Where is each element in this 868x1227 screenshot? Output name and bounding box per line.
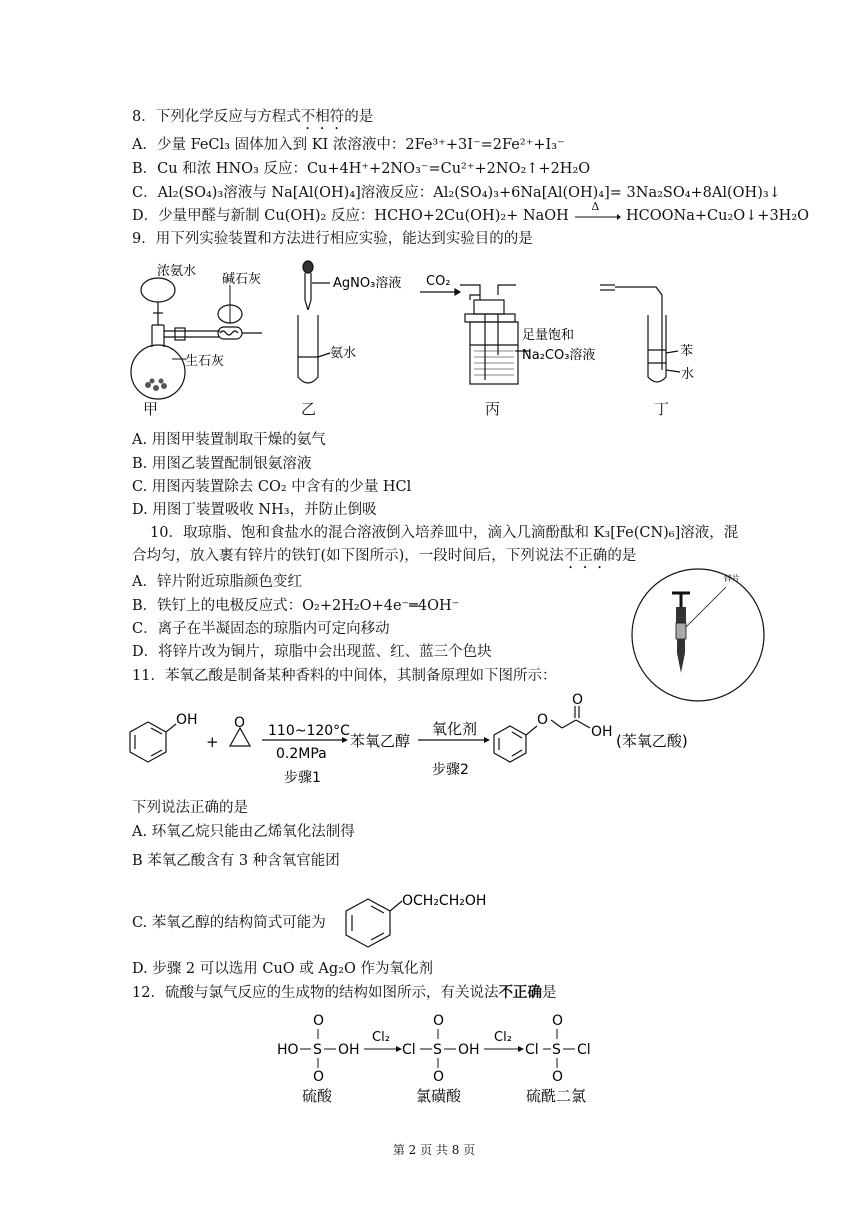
liquid-lines-bing [474, 351, 514, 375]
clso3h-s: S [433, 1042, 442, 1058]
carbonyl-oxygen: O [572, 692, 584, 708]
q11-reaction-scheme [0, 690, 868, 790]
q8-stem-a: 8．下列化学反应与方程式 [132, 109, 301, 125]
h2so4-ho: HO [277, 1042, 299, 1058]
ether-oxygen: O [537, 712, 549, 728]
condition-pressure: 0.2MPa [276, 746, 327, 762]
so2cl2-s: S [552, 1042, 561, 1058]
reagent-cl2-1: Cl₂ [372, 1030, 390, 1045]
q10-option-b: B．铁钉上的电极反应式：O₂+2H₂O+4e⁻═4OH⁻ [132, 598, 460, 614]
step1-label: 步骤1 [284, 770, 321, 786]
label-water: 水 [681, 367, 695, 382]
q8-option-a: A．少量 FeCl₃ 固体加入到 KI 浓溶液中：2Fe³⁺+3I⁻=2Fe²⁺+I₃⁻ [132, 137, 565, 153]
caption-jia: 甲 [143, 400, 159, 418]
plus-sign: + [206, 733, 219, 751]
q12-stem [132, 983, 556, 1003]
q8-option-c: C．Al₂(SO₄)₃溶液与 Na[Al(OH)₄]溶液反应：Al₂(SO₄)₃+6Na[Al(OH)₄]= 3Na₂SO₄+8Al(OH)₃↓ [132, 185, 781, 201]
q8-stem [132, 107, 373, 133]
q12-stem-emphasis: 不正确 [498, 984, 542, 1001]
quicklime-solid [145, 379, 167, 392]
q10-stem2-a: 合均匀，放入裹有锌片的铁钉(如下图所示)，一段时间后，下列说法 [132, 548, 564, 564]
q8-stem-emphasis: 不相符 [300, 109, 345, 125]
name-sulfuric-acid: 硫酸 [302, 1087, 333, 1105]
phenol-oh: OH [176, 712, 198, 728]
phenol [130, 722, 176, 762]
label-ammonia-water: 氨水 [330, 346, 357, 361]
q10-option-d: D．将锌片改为铜片，琼脂中会出现蓝、红、蓝三个色块 [132, 644, 492, 660]
q8-option-b: B．Cu 和浓 HNO₃ 反应：Cu+4H⁺+2NO₃⁻=Cu²⁺+2NO₂↑+2H₂O [132, 161, 591, 177]
clso3h-cl: Cl [402, 1042, 416, 1058]
so2cl2-cl-left: Cl [525, 1042, 539, 1058]
q9-option-c: C. 用图丙装置除去 CO₂ 中含有的少量 HCl [132, 479, 412, 495]
label-quicklime: 生石灰 [185, 354, 225, 369]
h2so4-s: S [313, 1042, 322, 1058]
intermediate-name: 苯氧乙醇 [350, 732, 411, 750]
q12-stem-a: 12．硫酸与氯气反应的生成物的结构如图所示，有关说法 [132, 985, 499, 1001]
so2cl2-o-top: O [552, 1013, 564, 1029]
product-name: (苯氧乙酸) [616, 732, 688, 750]
q8-option-d-right: HCOONa+Cu₂O↓+3H₂O [626, 208, 810, 224]
h2so4-o-top: O [313, 1013, 325, 1029]
q8-option-d [132, 200, 810, 226]
q10-option-a: A．锌片附近琼脂颜色变红 [132, 574, 302, 590]
q11-option-a: A. 环氧乙烷只能由乙烯氧化法制得 [132, 824, 355, 840]
clso3h-oh: OH [458, 1042, 480, 1058]
q9-option-a: A. 用图甲装置制取干燥的氨气 [132, 432, 326, 448]
q10-stem2-c: 的是 [607, 548, 637, 564]
q10-stem-line2 [132, 546, 636, 572]
label-sat-na2co3-1: 足量饱和 [522, 328, 575, 343]
apparatus-ding [600, 285, 680, 382]
q10-stem-emphasis: 不正确 [563, 548, 608, 564]
name-chlorosulfonic-acid: 氯磺酸 [416, 1087, 462, 1105]
apparatus-yi [298, 261, 330, 383]
q12-reaction-scheme [0, 1005, 868, 1115]
q9-stem: 9．用下列实验装置和方法进行相应实验，能达到实验目的的是 [132, 231, 533, 247]
label-sat-na2co3-2: Na₂CO₃溶液 [522, 348, 596, 363]
label-benzene: 苯 [680, 344, 694, 359]
q9-apparatus-figure [0, 255, 868, 435]
q10-petri-dish-figure [628, 565, 768, 705]
q11-which: 下列说法正确的是 [132, 800, 248, 816]
q12-stem-c: 是 [541, 985, 557, 1001]
q11-option-d: D. 步骤 2 可以选用 CuO 或 Ag₂O 作为氧化剂 [132, 961, 433, 977]
heat-symbol: Δ [591, 200, 600, 213]
so2cl2-cl-right: Cl [577, 1042, 591, 1058]
q11-option-b: B 苯氧乙酸含有 3 种含氧官能团 [132, 853, 340, 869]
label-agno3: AgNO₃溶液 [333, 276, 402, 291]
q8-reaction-arrow [573, 200, 621, 223]
phenoxyethanol-structure [338, 885, 538, 955]
q9-option-b: B. 用图乙装置配制银氨溶液 [132, 456, 312, 472]
epoxide-oxygen: O [234, 715, 246, 731]
caption-yi: 乙 [301, 400, 317, 418]
page-footer: 第 2 页 共 8 页 [392, 1143, 476, 1157]
step2-label: 步骤2 [432, 762, 469, 778]
label-co2: CO₂ [426, 274, 451, 289]
so2cl2-o-bottom: O [552, 1069, 564, 1085]
name-sulfuryl-chloride: 硫酰二氯 [526, 1087, 587, 1105]
label-conc-ammonia: 浓氨水 [157, 264, 197, 279]
caption-ding: 丁 [654, 400, 670, 418]
clso3h-o-bottom: O [433, 1069, 445, 1085]
oxidant-label: 氧化剂 [432, 720, 478, 738]
h2so4-o-bottom: O [313, 1069, 325, 1085]
caption-bing: 丙 [485, 400, 501, 418]
reagent-cl2-2: Cl₂ [494, 1030, 512, 1045]
q10-option-c: C．离子在半凝固态的琼脂内可定向移动 [132, 621, 390, 637]
q8-option-d-left: D．少量甲醛与新制 Cu(OH)₂ 反应：HCHO+2Cu(OH)₂+ NaOH [132, 208, 569, 224]
clso3h-o-top: O [433, 1013, 445, 1029]
label-soda-lime: 碱石灰 [222, 272, 262, 287]
q10-stem-line1: 10．取琼脂、饱和食盐水的混合溶液倒入培养皿中，滴入几滴酚酞和 K₃[Fe(CN)₆]溶液，混 [150, 525, 739, 541]
q8-stem-c: 的是 [344, 109, 374, 125]
acid-oh: OH [591, 724, 613, 740]
h2so4-oh: OH [338, 1042, 360, 1058]
label-zinc: 锌片 [724, 574, 740, 583]
q9-option-d: D. 用图丁装置吸收 NH₃，并防止倒吸 [132, 502, 377, 518]
q11-option-c: C. 苯氧乙醇的结构简式可能为 [132, 915, 326, 931]
q11-stem: 11．苯氧乙酸是制备某种香料的中间体，其制备原理如下图所示： [132, 668, 557, 684]
phenoxyethanol-formula: OCH₂CH₂OH [402, 893, 487, 909]
condition-temperature: 110~120°C [268, 723, 350, 739]
